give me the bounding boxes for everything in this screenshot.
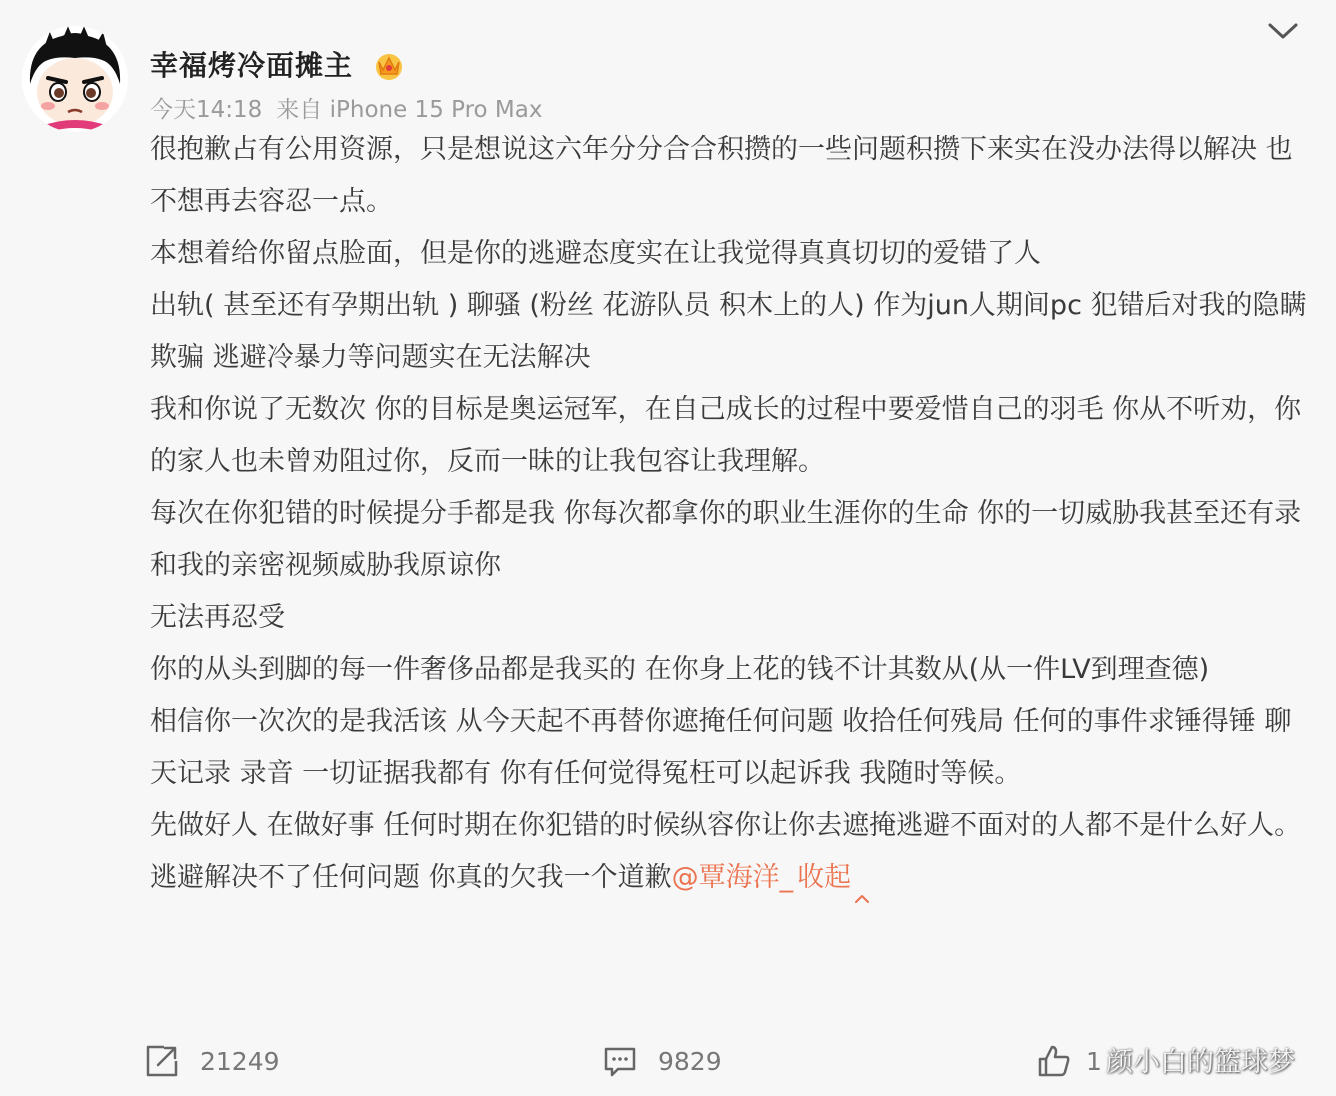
- post-paragraph: 出轨( 甚至还有孕期出轨 ) 聊骚 (粉丝 花游队员 积木上的人) 作为jun人期间pc 犯错后对我的隐瞒欺骗 逃避冷暴力等问题实在无法解决: [150, 290, 1307, 373]
- post-meta: [150, 91, 542, 124]
- repost-count: 21249: [200, 1046, 280, 1076]
- post-paragraph: 你的从头到脚的每一件奢侈品都是我买的 在你身上花的钱不计其数从(从一件LV到理查德): [150, 654, 1210, 685]
- post-paragraph: 相信你一次次的是我活该 从今天起不再替你遮掩任何问题 收拾任何残局 任何的事件求锤得锤 聊天记录 录音 一切证据我都有 你有任何觉得冤枉可以起诉我 我随时等候。: [150, 706, 1292, 789]
- chevron-up-icon: [855, 872, 869, 886]
- watermark: 颜小白的篮球梦: [1106, 1047, 1295, 1078]
- post-paragraph: 无法再忍受: [150, 602, 285, 633]
- fold-button[interactable]: [797, 862, 869, 893]
- comment-count: 9829: [658, 1046, 722, 1076]
- post-paragraph: 我和你说了无数次 你的目标是奥运冠军，在自己成长的过程中要爱惜自己的羽毛 你从不听劝，你的家人也未曾劝阻过你，反而一昧的让我包容让我理解。: [150, 394, 1302, 477]
- mention-link[interactable]: @覃海洋_: [671, 862, 794, 893]
- fold-label: 收起: [797, 862, 852, 893]
- post-last-line: [150, 852, 1310, 904]
- repost-icon: [144, 1043, 180, 1079]
- like-count: 1: [1086, 1046, 1102, 1076]
- comment-button[interactable]: [602, 1034, 722, 1088]
- last-line-text: 逃避解决不了任何问题 你真的欠我一个道歉: [150, 862, 672, 893]
- user-name[interactable]: 幸福烤冷面摊主: [150, 49, 354, 82]
- post-paragraph: 很抱歉占有公用资源，只是想说这六年分分合合积攒的一些问题积攒下来实在没办法得以解决 也不想再去容忍一点。: [150, 134, 1293, 217]
- post-paragraph: 先做好人 在做好事 任何时期在你犯错的时候纵容你让你去遮掩逃避不面对的人都不是什么好人。: [150, 810, 1302, 841]
- post-source: 来自 iPhone 15 Pro Max: [276, 97, 543, 123]
- cartoon-avatar-icon[interactable]: [22, 26, 128, 132]
- post-paragraph: 本想着给你留点脸面，但是你的逃避态度实在让我觉得真真切切的爱错了人: [150, 238, 1041, 269]
- chevron-down-icon[interactable]: [1266, 18, 1300, 44]
- post-content: [150, 124, 1310, 904]
- like-button[interactable]: [1036, 1034, 1102, 1088]
- post-paragraph: 每次在你犯错的时候提分手都是我 你每次都拿你的职业生涯你的生命 你的一切威胁我甚至还有录和我的亲密视频威胁我原谅你: [150, 498, 1302, 581]
- comment-icon: [602, 1043, 638, 1079]
- like-icon: [1036, 1043, 1072, 1079]
- crown-badge-icon[interactable]: [372, 48, 406, 82]
- repost-button[interactable]: [144, 1034, 280, 1088]
- post-time: 今天14:18: [150, 97, 263, 123]
